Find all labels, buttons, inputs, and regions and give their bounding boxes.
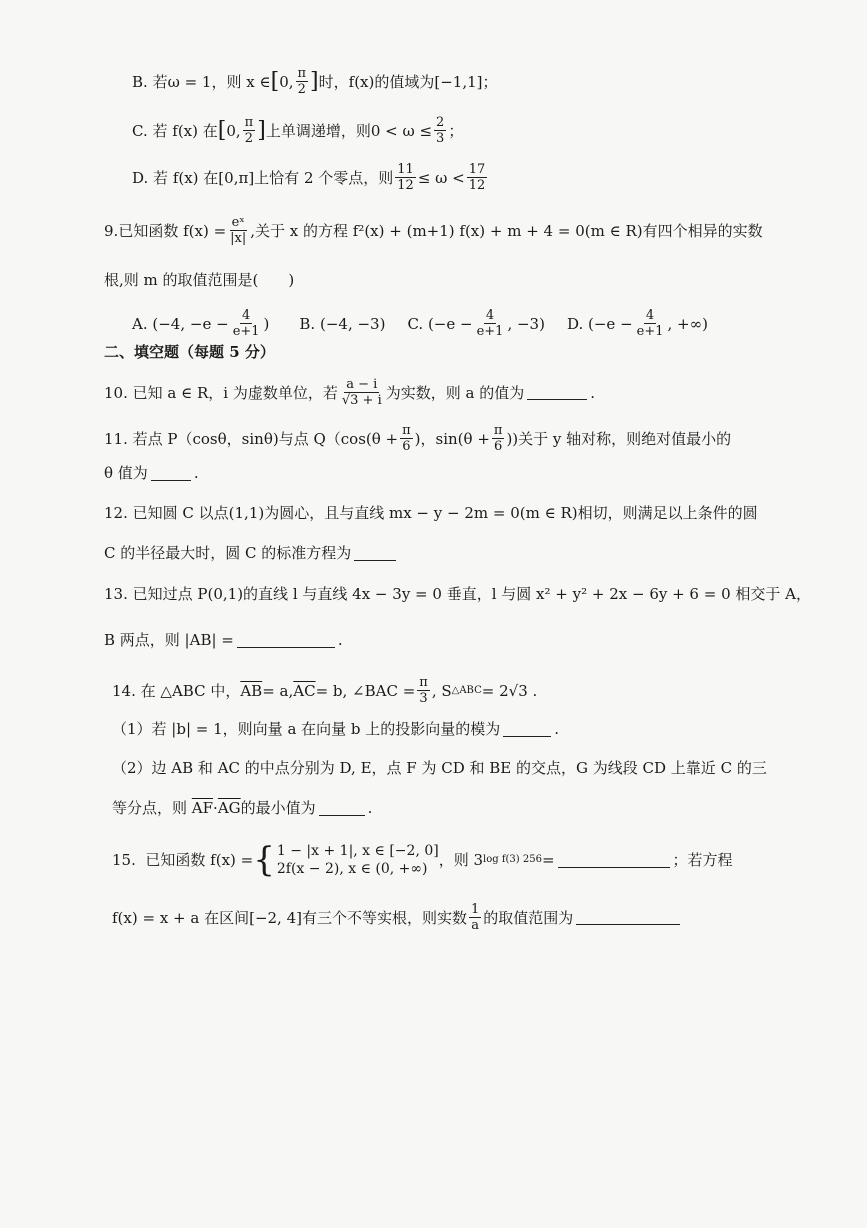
numerator: 1 <box>471 902 480 917</box>
option-label: D. <box>566 314 584 333</box>
denominator: e+1 <box>476 324 504 339</box>
numerator: 4 <box>485 308 495 323</box>
text: ≤ ω < <box>417 168 465 187</box>
text: （2）边 AB 和 AC 的中点分别为 D, E，点 F 为 CD 和 BE 的交点，G 为线段 CD 上靠近 C 的三 <box>112 759 767 777</box>
fraction <box>417 675 430 706</box>
denominator: √3 + i <box>341 393 382 408</box>
fraction <box>475 308 506 339</box>
q14-part-1 <box>112 719 559 739</box>
question-number: 9. <box>104 221 119 240</box>
vector-af: $\overline{AF}$ <box>191 799 214 817</box>
numerator: π <box>419 675 428 690</box>
text: . <box>590 383 595 402</box>
question-number: 11. <box>104 429 128 448</box>
text: f(x) = x + a 在区间[−2, 4]有三个不等实根，则实数 <box>112 908 467 927</box>
text: 若点 P（cosθ，sinθ)与点 Q（cos(θ + <box>132 429 399 448</box>
text: (−e − <box>427 314 473 333</box>
fraction <box>395 162 416 193</box>
question-number: 10. <box>104 383 128 402</box>
option-label: B. <box>132 72 148 91</box>
fraction <box>231 308 262 339</box>
denominator: e+1 <box>636 324 664 339</box>
q14-part-2-line-2 <box>112 798 372 818</box>
q14-part-2-line-1 <box>112 758 767 778</box>
numerator: π <box>297 66 307 81</box>
text: . <box>554 720 560 738</box>
text: (−4, −e − <box>152 314 229 333</box>
q14-line-1 <box>112 675 537 706</box>
vector-ac: $\overline{AC}$ <box>293 681 316 700</box>
text: x ∈ <box>246 72 271 91</box>
q8-option-b <box>132 66 497 97</box>
case-1: 1 − |x + 1|, x ∈ [−2, 0] <box>276 843 439 859</box>
text: = 2√3 . <box>481 681 538 700</box>
q15-line-2 <box>112 902 683 933</box>
text: · <box>213 799 218 817</box>
case-2: 2f(x − 2), x ∈ (0, +∞) <box>276 861 428 877</box>
question-number: 12. <box>104 504 128 522</box>
text: ,关于 x 的方程 f²(x) + (m+1) f(x) + m + 4 = 0(m ∈ R)有四个相异的实数 <box>250 221 763 240</box>
numerator: eˣ <box>231 215 245 230</box>
text: 为实数，则 a 的值为 <box>385 383 525 402</box>
bracket: ] <box>310 68 319 94</box>
numerator: 2 <box>436 115 445 130</box>
numerator: π <box>493 423 503 438</box>
denominator: 12 <box>468 178 486 193</box>
text: ) <box>263 314 270 333</box>
text: ，则 3 <box>438 851 484 869</box>
denominator: 2 <box>244 131 254 146</box>
q15-line-1 <box>112 842 733 878</box>
question-number: 13. <box>104 585 128 603</box>
text: ))关于 y 轴对称，则绝对值最小的 <box>506 429 732 448</box>
text: (−4, −3) <box>319 314 386 333</box>
piecewise-cases <box>277 842 439 878</box>
fraction <box>469 902 481 933</box>
q8-option-d <box>132 162 489 193</box>
fraction <box>243 115 256 146</box>
q12-line-1 <box>104 503 758 523</box>
superscript: log f(3) 256 <box>483 854 542 865</box>
fraction <box>467 162 488 193</box>
text: （1）若 |b| = 1，则向量 a 在向量 b 上的投影向量的模为 <box>112 720 501 738</box>
denominator: 2 <box>297 82 306 97</box>
text: θ 值为 <box>104 464 148 482</box>
section-heading: 二、填空题（每题 5 分） <box>104 343 275 361</box>
vector-ag: $\overline{AG}$ <box>217 799 241 817</box>
numerator: 17 <box>468 162 486 177</box>
answer-blank[interactable] <box>558 853 670 868</box>
bracket: [ <box>270 68 280 94</box>
denominator: 3 <box>436 131 445 146</box>
text: 已知过点 P(0,1)的直线 l 与直线 4x − 3y = 0 垂直，l 与圆 x² + y² + 2x − 6y + 6 = 0 相交于 A， <box>132 585 811 603</box>
text: B 两点，则 |AB| = <box>104 631 234 649</box>
text: ； <box>448 121 464 140</box>
text: 已知函数 f(x) = <box>118 221 227 240</box>
text: . <box>193 464 199 482</box>
text: 等分点，则 <box>112 799 188 817</box>
denominator: |x| <box>230 231 247 246</box>
text: 0, <box>226 121 241 140</box>
denominator: a <box>471 918 480 933</box>
subscript: △ABC <box>451 684 482 696</box>
answer-blank[interactable] <box>319 801 365 816</box>
denominator: 6 <box>494 439 503 454</box>
numerator: π <box>402 423 411 438</box>
fraction <box>340 377 384 408</box>
text: . <box>337 631 343 649</box>
option-label: D. <box>132 168 149 187</box>
text: 的最小值为 <box>240 799 316 817</box>
brace: { <box>253 840 275 880</box>
answer-blank[interactable] <box>237 633 335 648</box>
answer-blank[interactable] <box>527 385 587 400</box>
question-number: 15. <box>112 851 136 869</box>
text: (−e − <box>588 314 633 333</box>
text: 时，f(x)的值域为[−1,1]； <box>318 72 498 91</box>
answer-blank[interactable] <box>576 910 680 925</box>
text: = a, <box>262 681 294 700</box>
text: 0, <box>279 72 294 91</box>
denominator: 3 <box>419 691 428 706</box>
text: 若 f(x) 在[0,π]上恰有 2 个零点，则 <box>153 168 394 187</box>
text: 已知函数 f(x) = <box>145 851 254 869</box>
option-label: C. <box>132 121 148 140</box>
text: 若 f(x) 在 <box>152 121 218 140</box>
text: 上单调递增，则0 < ω ≤ <box>265 121 433 140</box>
vector-ab: $\overline{AB}$ <box>240 681 263 700</box>
question-number: 14. <box>112 681 136 700</box>
text: ；若方程 <box>672 851 733 869</box>
text: 在 △ABC 中， <box>140 681 241 700</box>
numerator: a − i <box>346 377 378 392</box>
q10 <box>104 377 595 408</box>
text: . <box>367 799 373 817</box>
numerator: 4 <box>241 308 251 323</box>
text: = <box>541 851 555 869</box>
q8-option-c <box>132 115 463 146</box>
text: 已知 a ∈ R，i 为虚数单位，若 <box>132 383 338 402</box>
q9-line-2 <box>104 270 294 290</box>
text: )，sin(θ + <box>414 429 490 448</box>
answer-blank[interactable] <box>354 546 396 561</box>
q11-line-1 <box>104 423 731 454</box>
fraction <box>434 115 446 146</box>
numerator: π <box>244 115 254 130</box>
text: 已知圆 C 以点(1,1)为圆心，且与直线 mx − y − 2m = 0(m ∈ R)相切，则满足以上条件的圆 <box>132 504 758 522</box>
denominator: e+1 <box>232 324 260 339</box>
option-label: A. <box>132 314 148 333</box>
text: C 的半径最大时，圆 C 的标准方程为 <box>104 544 352 562</box>
bracket: [ <box>217 117 227 143</box>
text: 根,则 m 的取值范围是( ) <box>104 271 295 289</box>
numerator: 4 <box>645 308 655 323</box>
q13-line-2 <box>104 630 343 650</box>
q12-line-2 <box>104 543 399 563</box>
fraction <box>400 423 413 454</box>
text: 若ω = 1，则 <box>152 72 242 91</box>
denominator: 6 <box>402 439 411 454</box>
text: = b, ∠BAC = <box>315 681 416 700</box>
option-label: C. <box>407 314 424 333</box>
q11-line-2 <box>104 463 199 483</box>
text: 的取值范围为 <box>483 908 574 927</box>
q13-line-1 <box>104 584 811 604</box>
text: , +∞) <box>667 314 708 333</box>
q9-options <box>132 308 708 339</box>
fraction <box>492 423 505 454</box>
fraction <box>296 66 309 97</box>
denominator: 12 <box>397 178 414 193</box>
text: , −3) <box>507 314 545 333</box>
answer-blank[interactable] <box>503 722 551 737</box>
text: , S <box>431 681 452 700</box>
bracket: ] <box>257 117 266 143</box>
q9-line-1 <box>104 215 763 246</box>
fraction <box>635 308 666 339</box>
fraction <box>228 215 248 246</box>
numerator: 11 <box>397 162 414 177</box>
option-label: B. <box>299 314 316 333</box>
answer-blank[interactable] <box>151 466 191 481</box>
